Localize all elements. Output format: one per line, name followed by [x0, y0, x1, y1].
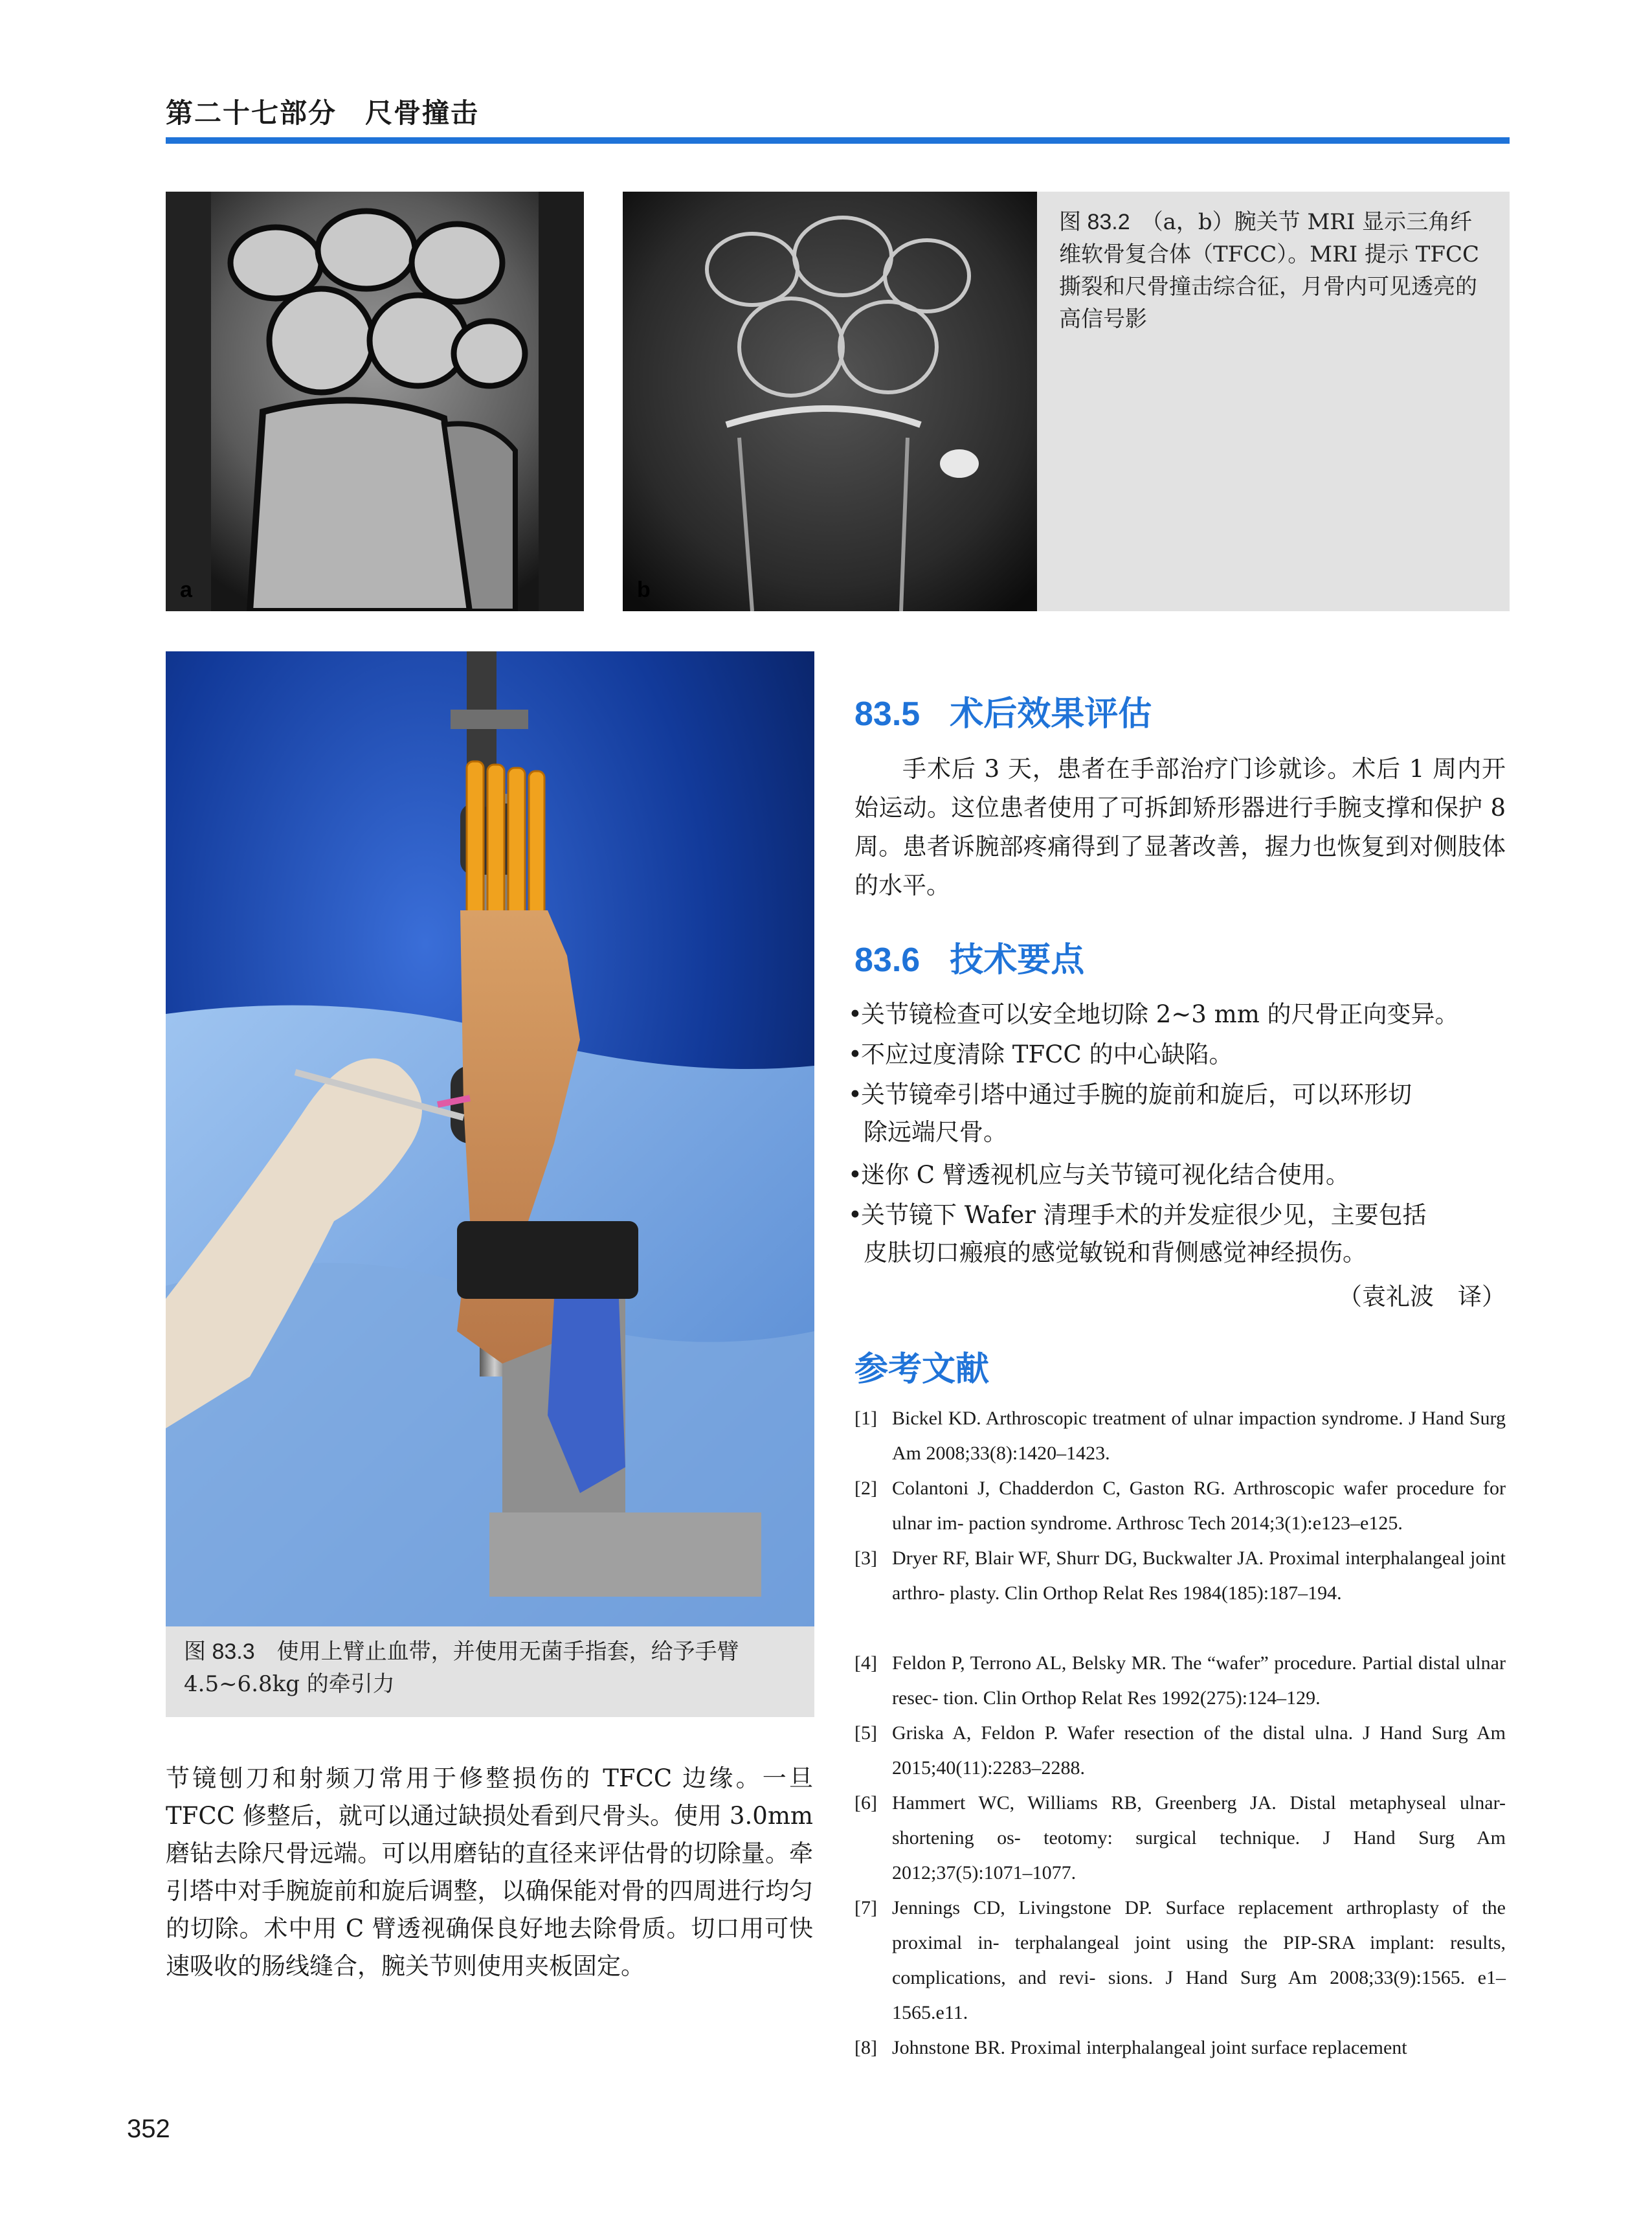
mri-label-a: a: [180, 578, 192, 602]
mri-label-b: b: [637, 578, 651, 602]
figure-83-2-caption: [1059, 206, 1493, 335]
header-rule: [166, 137, 1510, 144]
tip-bullet: •不应过度清除 TFCC 的中心缺陷。: [848, 1040, 1233, 1068]
translator-credit: （袁礼波 译）: [1338, 1283, 1506, 1310]
running-header: 第二十七部分 尺骨撞击: [166, 97, 480, 129]
figure-83-3-caption: [184, 1636, 799, 1700]
mri-image-b: [623, 192, 1037, 611]
figure-83-2-caption-text: （a，b）腕关节 MRI 显示三角纤维软骨复合体（TFCC）。MRI 提示 TFCC 撕裂和尺骨撞击综合征，月骨内可见透亮的高信号影: [1059, 209, 1480, 332]
reference-item: [3] Dryer RF, Blair WF, Shurr DG, Buckwalter JA. Proximal interphalangeal joint arthro- plasty. Clin Orthop Relat Res 1984(185):187–194.: [854, 1547, 1506, 1604]
figure-83-3-caption-text: 使用上臂止血带，并使用无菌手指套，给予手臂 4.5~6.8kg 的牵引力: [184, 1639, 739, 1697]
reference-item: [1] Bickel KD. Arthroscopic treatment of ulnar impaction syndrome. J Hand Surg Am 2008;33(8):1420–1423.: [854, 1408, 1506, 1464]
reference-item: [5] Griska A, Feldon P. Wafer resection of the distal ulna. J Hand Surg Am 2015;40(11):2283–2288.: [854, 1722, 1506, 1779]
page-number: 352: [127, 2115, 170, 2143]
mri-image-a: [166, 192, 584, 611]
reference-item: [8] Johnstone BR. Proximal interphalangeal joint surface replacement: [854, 2037, 1407, 2058]
reference-item: [6] Hammert WC, Williams RB, Greenberg JA. Distal metaphyseal ulnar-shortening os- teotomy: surgical technique. J Hand Surg Am 2012;37(5):1071–1077.: [854, 1792, 1506, 1883]
figure-gap: [584, 192, 623, 611]
section-83-6-title: 技术要点: [950, 941, 1085, 980]
section-83-5-heading: [854, 686, 1152, 735]
tip-bullet: •关节镜牵引塔中通过手腕的旋前和旋后，可以环形切 除远端尺骨。: [848, 1081, 1412, 1146]
body-paragraph-continued: 节镜刨刀和射频刀常用于修整损伤的 TFCC 边缘。一旦 TFCC 修整后，就可以通过缺损处看到尺骨头。使用 3.0mm 磨钻去除尺骨远端。可以用磨钻的直径来评估骨的切除量。牵引塔中对手腕旋前和旋后调整，以确保能对骨的四周进行均匀的切除。术中用 C 臂透视确保良好地去除骨质。切口用可快速吸收的肠线缝合，腕关节则使用夹板固定。: [166, 1764, 813, 1980]
reference-item: [4] Feldon P, Terrono AL, Belsky MR. The “wafer” procedure. Partial distal ulnar resec- tion. Clin Orthop Relat Res 1992(275):124–129.: [854, 1652, 1506, 1709]
references-heading: 参考文献: [854, 1350, 990, 1389]
section-83-5-number: 83.5: [854, 695, 921, 733]
section-83-5-paragraph: 手术后 3 天，患者在手部治疗门诊就诊。术后 1 周内开始运动。这位患者使用了可拆卸矫形器进行手腕支撑和保护 8 周。患者诉腕部疼痛得到了显著改善，握力也恢复到对侧肢体的水平。: [854, 755, 1506, 899]
figure-83-2-number: 图 83.2: [1059, 210, 1130, 234]
tip-bullet: •迷你 C 臂透视机应与关节镜可视化结合使用。: [848, 1161, 1350, 1189]
tip-bullet: •关节镜下 Wafer 清理手术的并发症很少见，主要包括 皮肤切口瘢痕的感觉敏锐和背侧感觉神经损伤。: [848, 1201, 1427, 1266]
figure-83-3-photo: [166, 651, 814, 1626]
reference-item: [2] Colantoni J, Chadderdon C, Gaston RG. Arthroscopic wafer procedure for ulnar im- paction syndrome. Arthrosc Tech 2014;3(1):e123–e125.: [854, 1478, 1506, 1534]
section-83-6-heading: [854, 932, 1084, 981]
tip-bullet: •关节镜检查可以安全地切除 2~3 mm 的尺骨正向变异。: [848, 1000, 1459, 1028]
figure-83-3-number: 图 83.3: [184, 1639, 255, 1664]
section-83-6-number: 83.6: [854, 941, 921, 979]
reference-item: [7] Jennings CD, Livingstone DP. Surface replacement arthroplasty of the proximal in- terphalangeal joint using the PIP-SRA implant: results, complications, and revi- sions. J Hand Surg Am 2008;33(9):1565. e1–1565.e11.: [854, 1897, 1506, 2023]
section-83-5-title: 术后效果评估: [950, 695, 1152, 734]
